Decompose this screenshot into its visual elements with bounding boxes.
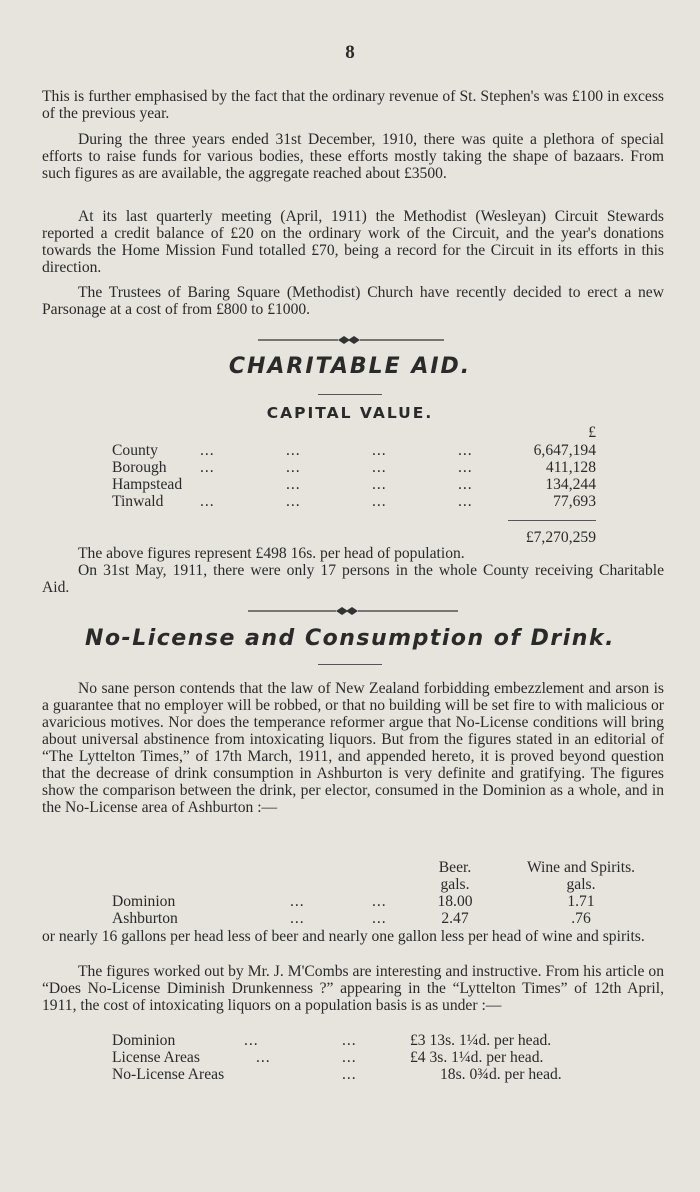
leader-dots: ... [342,1049,357,1066]
leader-dots: ... [286,493,301,510]
drink-row-wine: 1.71 [567,893,595,910]
currency-symbol: £ [588,424,596,441]
cost-row-label: Dominion [112,1032,176,1049]
per-head-note: The above figures represent £498 16s. per head of population. [78,545,465,562]
leader-dots: ... [372,442,387,459]
capital-row-value: 77,693 [553,493,596,510]
leader-dots: ... [290,893,305,910]
heading-rule [318,664,382,665]
leader-dots: ... [458,442,473,459]
leader-dots: ... [200,493,215,510]
capital-value-subheading: CAPITAL VALUE. [266,404,434,422]
cost-row-label: No-License Areas [112,1066,225,1083]
paragraph-no-sane-person: No sane person contends that the law of New Zealand forbidding embezzlement and arson is a guarantee that no employer will be robbed, or that no building will be set fire to with malicious or avaricious motives. Nor does the temperance reformer argue that No-License conditions will bring about universal abstinence from intoxicating liquors. But from the figures stated in an editorial of “The Lyttelton Times,” of 17th March, 1911, and appended hereto, it is proved beyond question that the decrease of drink consumption in Ashburton is very definite and gratifying. The figures show the comparison between the drink, per elector, consumed in the Dominion as a whole, and in the No-License area of Ashburton :— [42,680,664,816]
unit-beer: gals. [440,876,470,893]
column-wine-spirits: Wine and Spirits. [526,859,636,876]
drink-row-beer: 18.00 [437,893,473,910]
leader-dots: ... [372,893,387,910]
heading-rule [318,394,382,395]
leader-dots: ... [256,1049,271,1066]
cost-row-label: License Areas [112,1049,200,1066]
cost-row-value: £4 3s. 1¼d. per head. [410,1049,544,1066]
charitable-aid-heading: CHARITABLE AID. [228,354,472,379]
column-beer: Beer. [438,859,472,876]
capital-row-label: Hampstead [112,476,183,493]
leader-dots: ... [458,459,473,476]
leader-dots: ... [200,442,215,459]
total-rule [508,520,596,521]
paragraph-mccombs: The figures worked out by Mr. J. M'Combs are interesting and instructive. From his article on “Does No-License Diminish Drunkenness ?” appearing in the “Lyttelton Times” of 12th April, 1911, the cost of intoxicating liquors on a population basis is as under :— [42,963,664,1014]
leader-dots: ... [290,910,305,927]
capital-total: £7,270,259 [525,529,596,546]
capital-row-value: 6,647,194 [533,442,596,459]
capital-row-label: Borough [112,459,167,476]
leader-dots: ... [342,1066,357,1083]
capital-row-value: 134,244 [545,476,596,493]
cost-row-value: £3 13s. 1¼d. per head. [410,1032,552,1049]
leader-dots: ... [372,459,387,476]
ornament-divider-icon [0,605,700,617]
drink-row-label: Dominion [112,893,176,910]
paragraph-special-efforts: During the three years ended 31st December, 1910, there was quite a plethora of special efforts to raise funds for various bodies, these efforts mostly taking the shape of bazaars. From such figures as are available, the aggregate reached about £3500. [42,131,664,182]
leader-dots: ... [286,459,301,476]
drink-row-beer: 2.47 [441,910,469,927]
capital-row-label: Tinwald [112,493,164,510]
paragraph-methodist-circuit: At its last quarterly meeting (April, 1911) the Methodist (Wesleyan) Circuit Stewards reported a credit balance of £20 on the ordinary work of the Circuit, and the year's donations towards the Home Mission Fund totalled £70, being a record for the Circuit in its efforts in this direction. [42,208,664,276]
recipients-note: On 31st May, 1911, there were only 17 persons in the whole County receiving Charitable Aid. [42,562,664,596]
unit-wine: gals. [566,876,596,893]
paragraph-nearly-16-gallons: or nearly 16 gallons per head less of beer and nearly one gallon less per head of wine and spirits. [42,928,645,945]
paragraph-revenue: This is further emphasised by the fact that the ordinary revenue of St. Stephen's was £100 in excess of the previous year. [42,88,664,122]
leader-dots: ... [372,910,387,927]
leader-dots: ... [342,1032,357,1049]
paragraph-parsonage: The Trustees of Baring Square (Methodist) Church have recently decided to erect a new Parsonage at a cost of from £800 to £1000. [42,284,664,318]
drink-row-wine: .76 [571,910,591,927]
leader-dots: ... [286,476,301,493]
leader-dots: ... [372,493,387,510]
page-number: 8 [345,42,355,63]
leader-dots: ... [458,476,473,493]
leader-dots: ... [200,459,215,476]
ornament-divider-icon [0,334,700,346]
cost-row-value: 18s. 0¾d. per head. [440,1066,562,1083]
leader-dots: ... [458,493,473,510]
drink-row-label: Ashburton [112,910,178,927]
leader-dots: ... [372,476,387,493]
leader-dots: ... [244,1032,259,1049]
leader-dots: ... [286,442,301,459]
capital-row-label: County [112,442,158,459]
no-license-heading: No-License and Consumption of Drink. [85,626,615,651]
capital-row-value: 411,128 [545,459,596,476]
